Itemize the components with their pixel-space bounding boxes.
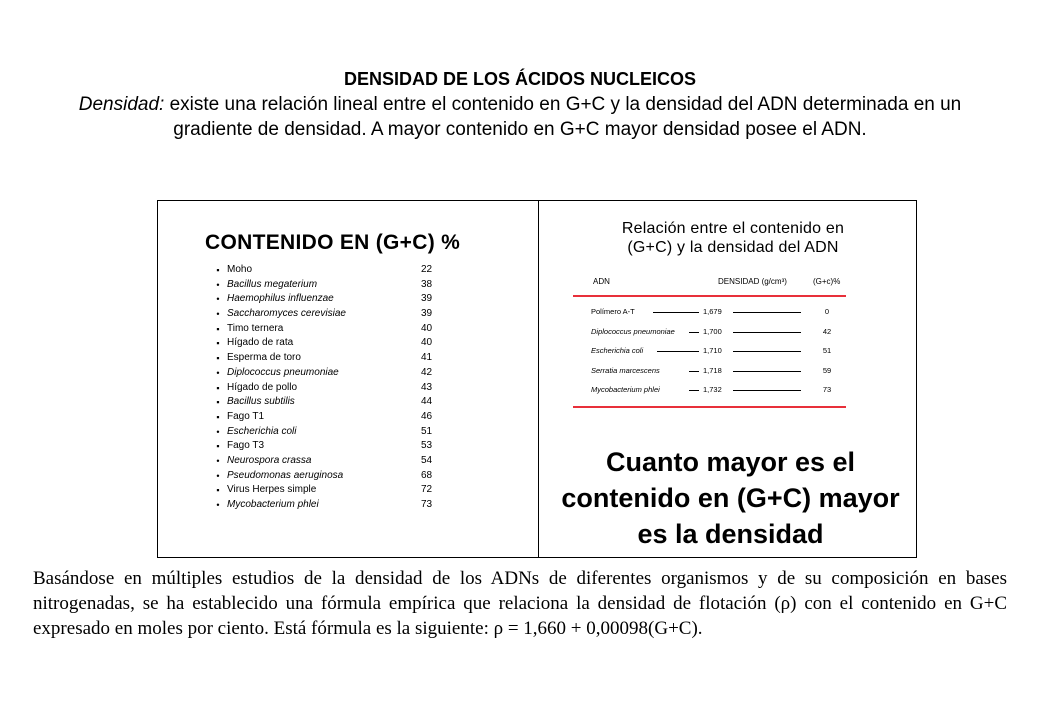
gc-content-title: CONTENIDO EN (G+C) % — [205, 231, 461, 254]
bullet-icon: ▪ — [216, 397, 220, 408]
organism-item — [213, 483, 443, 498]
organism-list — [213, 263, 443, 513]
organism-name: Pseudomonas aeruginosa — [227, 469, 344, 481]
organism-name: Esperma de toro — [227, 352, 301, 364]
figure-box — [157, 200, 917, 558]
leader-line — [733, 390, 801, 391]
conclusion-text: Cuanto mayor es el contenido en (G+C) mayor es la densidad — [561, 447, 900, 549]
organism-name: Bacillus subtilis — [227, 396, 295, 408]
bullet-icon: ▪ — [216, 382, 220, 393]
organism-gc-value: 68 — [421, 469, 433, 481]
dna-source: Serratia marcescens — [591, 365, 660, 375]
organism-gc-value: 38 — [421, 278, 433, 290]
organism-name: Bacillus megaterium — [227, 278, 318, 290]
gc-percent: 0 — [824, 307, 830, 316]
organism-gc-value: 39 — [421, 308, 433, 320]
organism-name: Hígado de pollo — [227, 381, 298, 393]
bullet-icon: • — [216, 455, 220, 466]
body-paragraph: Basándose en múltiples estudios de la densidad de los ADNs de diferentes organismos y de su composición en bases nitrogenadas, se ha establecido una fórmula empírica que relaciona la densidad de flotación (ρ) con el contenido en G+C expresado en moles por ciento. Está fórmula es la siguiente: ρ = 1,660 + 0,00098(G+C). — [33, 568, 1007, 639]
bullet-icon: ▪ — [216, 353, 220, 364]
organism-name: Timo ternera — [227, 322, 284, 334]
density-value: 1,732 — [703, 385, 722, 394]
density-value: 1,679 — [703, 307, 722, 316]
density-value: 1,718 — [703, 365, 722, 375]
organism-item — [213, 351, 443, 366]
organism-name: Escherichia coli — [227, 425, 297, 437]
organism-item — [213, 322, 443, 337]
organism-item — [213, 263, 443, 278]
density-value: 1,710 — [703, 346, 722, 355]
intro-paragraph — [70, 92, 970, 142]
bullet-icon: • — [216, 294, 220, 305]
gc-percent: 51 — [822, 346, 832, 355]
gc-percent: 73 — [822, 385, 832, 394]
organism-gc-value: 46 — [421, 410, 433, 422]
bullet-icon: • — [216, 470, 220, 481]
organism-gc-value: 44 — [421, 396, 433, 408]
leader-line — [733, 332, 801, 333]
density-row — [591, 365, 841, 377]
organism-item — [213, 454, 443, 469]
dna-source: Mycobacterium phlei — [591, 385, 660, 394]
density-row — [591, 306, 841, 318]
dna-source: Polímero A-T — [591, 307, 635, 316]
leader-line — [689, 332, 699, 333]
bullet-icon: ▪ — [216, 338, 220, 349]
density-row — [591, 326, 841, 338]
intro-text: existe una relación lineal entre el contenido en G+C y la densidad del ADN determinada en un gradiente de densidad. A mayor contenido en G+C mayor densidad posee el ADN. — [164, 94, 962, 140]
organism-name: Virus Herpes simple — [227, 484, 317, 496]
bullet-icon: ▪ — [216, 441, 220, 452]
relation-title-line2: (G+C) y la densidad del ADN — [627, 239, 839, 256]
organism-gc-value: 43 — [421, 381, 433, 393]
organism-name: Mycobacterium phlei — [227, 499, 319, 510]
organism-name: Moho — [227, 264, 253, 275]
organism-item — [213, 425, 443, 440]
organism-gc-value: 73 — [421, 499, 433, 510]
organism-gc-value: 22 — [421, 264, 433, 275]
density-value: 1,700 — [703, 326, 722, 336]
bullet-icon: ▪ — [216, 485, 220, 496]
bullet-icon: ▪ — [216, 265, 220, 275]
column-header-density: DENSIDAD (g/cm³) — [718, 277, 787, 286]
relation-title-line1: Relación entre el contenido en — [621, 220, 845, 237]
bullet-icon: • — [216, 279, 220, 290]
table-bottom-rule — [573, 406, 846, 408]
density-row — [591, 345, 841, 357]
figure-divider — [538, 201, 539, 557]
organism-name: Haemophilus influenzae — [227, 293, 334, 305]
organism-name: Hígado de rata — [227, 337, 294, 349]
bullet-icon: • — [216, 426, 220, 437]
gc-percent: 42 — [822, 326, 832, 336]
organism-item — [213, 278, 443, 293]
column-header-gc: (G+c)% — [813, 277, 841, 286]
organism-gc-value: 51 — [421, 425, 433, 437]
organism-gc-value: 54 — [421, 454, 433, 466]
organism-item — [213, 381, 443, 396]
organism-gc-value: 53 — [421, 440, 433, 452]
leader-line — [657, 351, 699, 352]
organism-item — [213, 498, 443, 513]
organism-gc-value: 41 — [421, 352, 433, 364]
bullet-icon: ▪ — [216, 411, 220, 422]
organism-item — [213, 410, 443, 425]
density-row — [591, 384, 841, 396]
gc-percent: 59 — [822, 365, 832, 375]
intro-term: Densidad: — [78, 94, 165, 115]
organism-item — [213, 307, 443, 322]
leader-line — [733, 312, 801, 313]
leader-line — [689, 390, 699, 391]
organism-item — [213, 336, 443, 351]
leader-line — [733, 351, 801, 352]
organism-gc-value: 40 — [421, 322, 433, 334]
leader-line — [653, 312, 699, 313]
organism-name: Fago T1 — [227, 410, 265, 422]
dna-source: Escherichia coli — [591, 346, 644, 355]
organism-name: Neurospora crassa — [227, 454, 312, 466]
leader-line — [689, 371, 699, 372]
table-top-rule — [573, 295, 846, 297]
bullet-icon: • — [216, 309, 220, 320]
organism-item — [213, 292, 443, 307]
column-header-adn: ADN — [593, 277, 610, 286]
organism-name: Fago T3 — [227, 440, 265, 452]
organism-item — [213, 469, 443, 484]
organism-gc-value: 42 — [421, 366, 433, 378]
bullet-icon: ▪ — [216, 323, 220, 334]
bullet-icon: • — [216, 500, 220, 510]
dna-source: Diplococcus pneumoniae — [591, 326, 675, 336]
page-title: DENSIDAD DE LOS ÁCIDOS NUCLEICOS — [343, 69, 697, 89]
organism-name: Diplococcus pneumoniae — [227, 366, 339, 378]
organism-name: Saccharomyces cerevisiae — [227, 308, 346, 320]
organism-gc-value: 39 — [421, 293, 433, 305]
leader-line — [733, 371, 801, 372]
organism-item — [213, 439, 443, 454]
relation-title — [553, 219, 913, 257]
organism-gc-value: 40 — [421, 337, 433, 349]
header — [70, 66, 970, 142]
organism-item — [213, 395, 443, 410]
organism-gc-value: 72 — [421, 484, 433, 496]
organism-item — [213, 366, 443, 381]
bullet-icon: • — [216, 367, 220, 378]
